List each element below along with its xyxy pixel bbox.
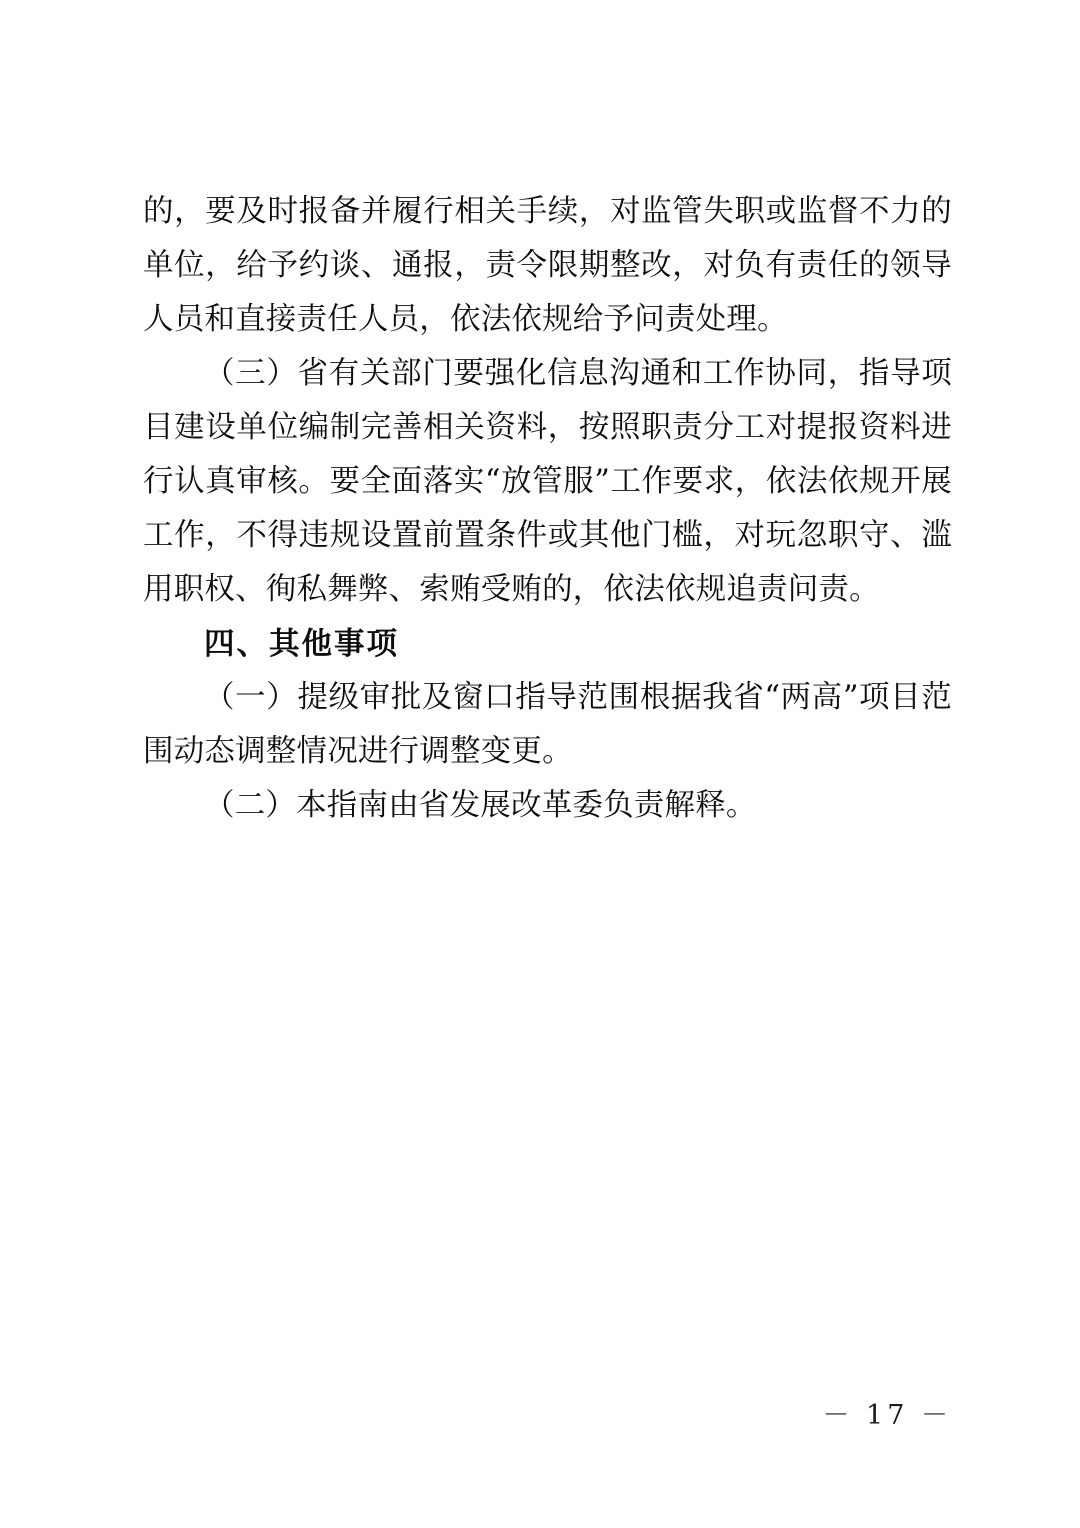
paragraph-item-two: （二）本指南由省发展改革委负责解释。 bbox=[204, 788, 757, 823]
paragraph-item-one: （一）提级审批及窗口指导范围根据我省“两高”项目范围动态调整情况进行调整变更。 bbox=[143, 680, 952, 769]
paragraph-continued: 的，要及时报备并履行相关手续，对监管失职或监督不力的单位，给予约谈、通报，责令限期整改，对负有责任的领导人员和直接责任人员，依法依规给予问责处理。 bbox=[143, 194, 952, 337]
page-number: － 17 － bbox=[822, 1400, 952, 1431]
paragraph-item-three: （三）省有关部门要强化信息沟通和工作协同，指导项目建设单位编制完善相关资料，按照职责分工对提报资料进行认真审核。要全面落实“放管服”工作要求，依法依规开展工作，不得违规设置前置条件或其他门槛，对玩忽职守、滥用职权、徇私舞弊、索贿受贿的，依法依规追责问责。 bbox=[143, 356, 952, 607]
section-heading-four: 四、其他事项 bbox=[204, 626, 399, 662]
document-body bbox=[143, 185, 952, 833]
